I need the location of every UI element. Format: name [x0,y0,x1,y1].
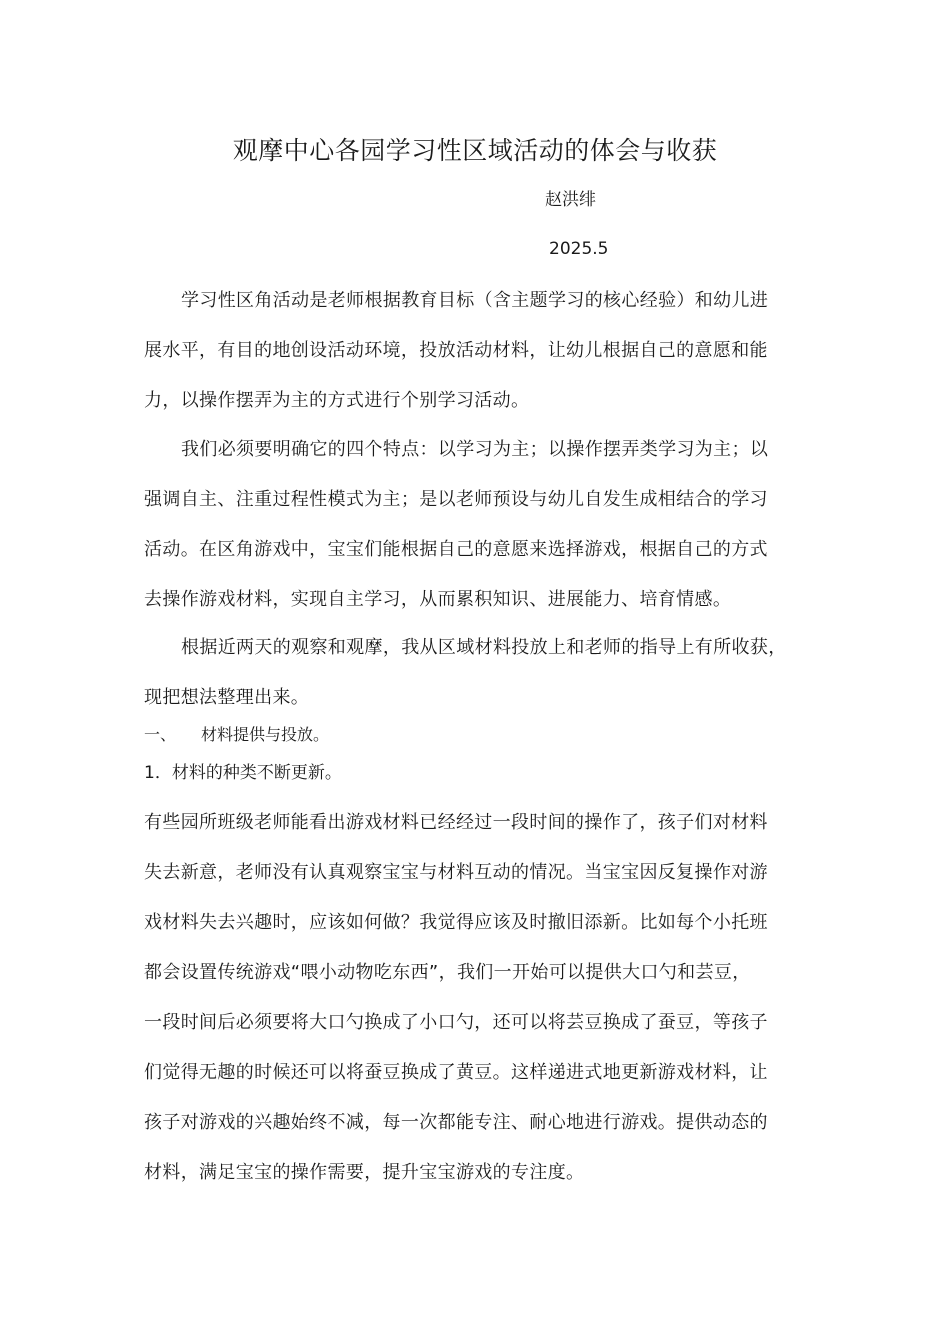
section-title: 材料提供与投放。 [201,725,330,744]
paragraph-line: 力，以操作摆弄为主的方式进行个别学习活动。 [144,390,530,411]
paragraph-4 [144,798,808,1198]
paragraph-line: 现把想法整理出来。 [144,687,310,708]
subsection-heading: 1．材料的种类不断更新。 [144,763,342,783]
paragraph-line: 材料，满足宝宝的操作需要，提升宝宝游戏的专注度。 [144,1162,585,1183]
paragraph-line: 失去新意，老师没有认真观察宝宝与材料互动的情况。当宝宝因反复操作对游 [144,862,768,883]
paragraph-line: 孩子对游戏的兴趣始终不减，每一次都能专注、耐心地进行游戏。提供动态的 [144,1112,768,1133]
document-date: 2025.5 [549,239,609,259]
paragraph-line: 有些园所班级老师能看出游戏材料已经经过一段时间的操作了，孩子们对材料 [144,812,768,833]
section-heading [144,722,329,748]
paragraph-line: 根据近两天的观察和观摩，我从区域材料投放上和老师的指导上有所收获， [181,637,787,658]
paragraph-line: 强调自主、注重过程性模式为主；是以老师预设与幼儿自发生成相结合的学习 [144,489,768,510]
paragraph-line: 活动。在区角游戏中，宝宝们能根据自己的意愿来选择游戏，根据自己的方式 [144,539,768,560]
paragraph-line: 们觉得无趣的时候还可以将蚕豆换成了黄豆。这样递进式地更新游戏材料，让 [144,1062,768,1083]
paragraph-3 [144,623,808,723]
paragraph-line: 展水平，有目的地创设活动环境，投放活动材料，让幼儿根据自己的意愿和能 [144,340,768,361]
paragraph-line: 戏材料失去兴趣时，应该如何做？我觉得应该及时撤旧添新。比如每个小托班 [144,912,768,933]
paragraph-2 [144,425,808,625]
paragraph-line: 我们必须要明确它的四个特点：以学习为主；以操作摆弄类学习为主；以 [181,439,769,460]
author-name: 赵洪绯 [545,190,596,210]
document-title: 观摩中心各园学习性区域活动的体会与收获 [232,136,718,165]
paragraph-1 [144,276,808,426]
paragraph-line: 学习性区角活动是老师根据教育目标（含主题学习的核心经验）和幼儿进 [181,290,769,311]
paragraph-line: 去操作游戏材料，实现自主学习，从而累积知识、进展能力、培育情感。 [144,589,732,610]
paragraph-line: 都会设置传统游戏“喂小动物吃东西”，我们一开始可以提供大口勺和芸豆， [144,962,751,983]
paragraph-line: 一段时间后必须要将大口勺换成了小口勺，还可以将芸豆换成了蚕豆，等孩子 [144,1012,768,1033]
section-number: 一、 [144,725,177,744]
